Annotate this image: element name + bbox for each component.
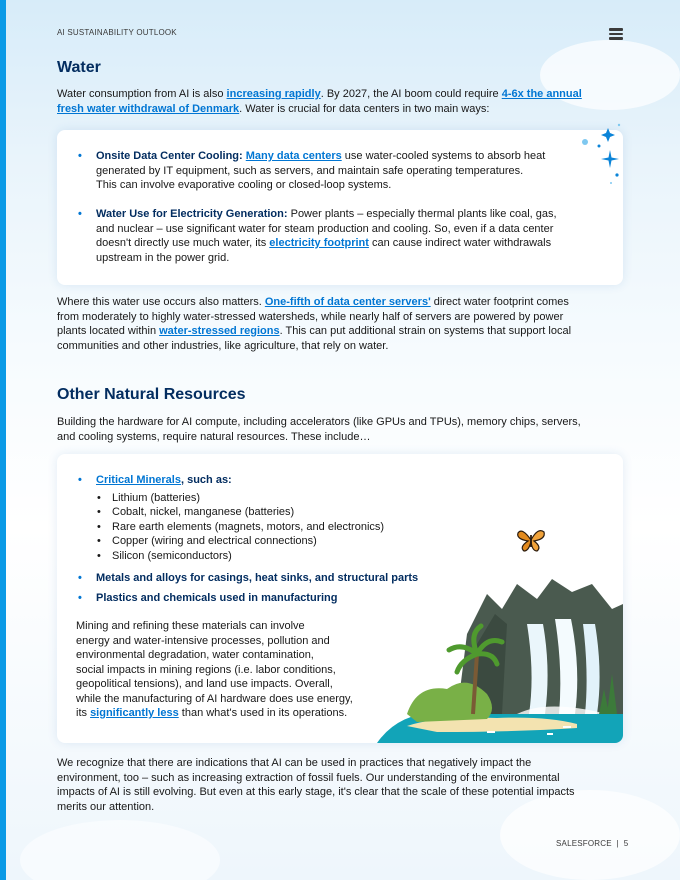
bullet-dot: • [78, 474, 82, 486]
bullet-dot: • [78, 592, 82, 604]
denmark-water-link-cont[interactable]: fresh water withdrawal of Denmark [57, 102, 240, 115]
document-header-label: AI SUSTAINABILITY OUTLOOK [57, 28, 177, 37]
denmark-water-link[interactable]: 4-6x the annual [501, 88, 582, 100]
footer-separator: | [616, 839, 619, 848]
closing-paragraph: We recognize that there are indications that AI can be used in practices that negatively impact the environment, too – such as increasing extraction of fossil fuels. Our understanding of the environmental impacts of AI is still evolving. But even at this early stage, it's clear that the scale of these potential impacts merits our attention. [57, 757, 575, 813]
page-number: 5 [623, 839, 629, 848]
butterfly-icon [516, 527, 546, 553]
electricity-footprint-link[interactable]: electricity footprint [269, 237, 369, 249]
mineral-item: • Rare earth elements (magnets, motors, and electronics) [97, 521, 385, 533]
resources-heading: Other Natural Resources [57, 386, 246, 403]
critical-minerals-bullet: • Critical Minerals, such as: [78, 474, 232, 486]
water-intro-paragraph: Water consumption from AI is also increasing rapidly. By 2027, the AI boom could require 4-6x the annual fresh water withdrawal of Denmark. Water is crucial for data centers in two main ways: [57, 88, 582, 115]
bullet-dot: • [78, 150, 82, 162]
one-fifth-servers-link[interactable]: One-fifth of data center servers' [264, 296, 431, 308]
water-heading: Water [57, 59, 101, 76]
many-data-centers-link[interactable]: Many data centers [245, 150, 342, 162]
water-stressed-regions-link[interactable]: water-stressed regions [159, 325, 280, 337]
cloud-decoration [20, 820, 220, 880]
sparkle-icon [575, 120, 630, 190]
bullet-dot: • [78, 572, 82, 584]
increasing-rapidly-link[interactable]: increasing rapidly [226, 88, 321, 100]
plastics-bullet: • Plastics and chemicals used in manufacturing [78, 592, 338, 604]
hamburger-menu-icon[interactable] [609, 28, 623, 40]
metals-bullet: • Metals and alloys for casings, heat sinks, and structural parts [78, 572, 419, 584]
water-bullet-electricity: • Water Use for Electricity Generation: Power plants – especially thermal plants like coal, gas, and nuclear – use significant water for steam production and cooling. So, even if a data center doesn't directly use much water, its electricity footprint can cause indirect water withdrawals upstream in the power grid. [78, 208, 557, 264]
mineral-item: • Cobalt, nickel, manganese (batteries) [97, 506, 295, 518]
page-footer [556, 839, 628, 848]
mineral-item: • Lithium (batteries) [97, 492, 201, 504]
water-bullet-cooling: • Onsite Data Center Cooling: Many data centers use water-cooled systems to absorb heat generated by IT equipment, such as servers, and maintain safe operating temperatures. This can involve evaporative cooling or closed-loop systems. [78, 150, 546, 191]
critical-minerals-link[interactable]: Critical Minerals [96, 474, 181, 486]
left-accent-bar [0, 0, 6, 880]
resources-intro-paragraph: Building the hardware for AI compute, including accelerators (like GPUs and TPUs), memory chips, servers, and cooling systems, require natural resources. These include… [57, 416, 581, 443]
water-location-paragraph: Where this water use occurs also matters. One-fifth of data center servers' direct water footprint comes from moderately to highly water-stressed watersheds, while nearly half of servers are powered by power plants located within water-stressed regions. This can put additional strain on systems that support local communities and other industries, like agriculture, that rely on water. [57, 296, 572, 352]
mineral-item: • Silicon (semiconductors) [97, 550, 232, 562]
bullet-dot: • [78, 208, 82, 220]
significantly-less-link[interactable]: significantly less [90, 707, 179, 719]
mining-paragraph: Mining and refining these materials can involve energy and water-intensive processes, pollution and environmental degradation, water contamination, social impacts in mining regions (i.e. labor conditions, geopolitical tensions), and land use impacts. Overall, while the manufacturing of AI hardware does use energy, its significantly less than what's used in its operations. [76, 620, 353, 719]
footer-brand: SALESFORCE [556, 839, 612, 848]
mineral-item: • Copper (wiring and electrical connections) [97, 535, 317, 547]
